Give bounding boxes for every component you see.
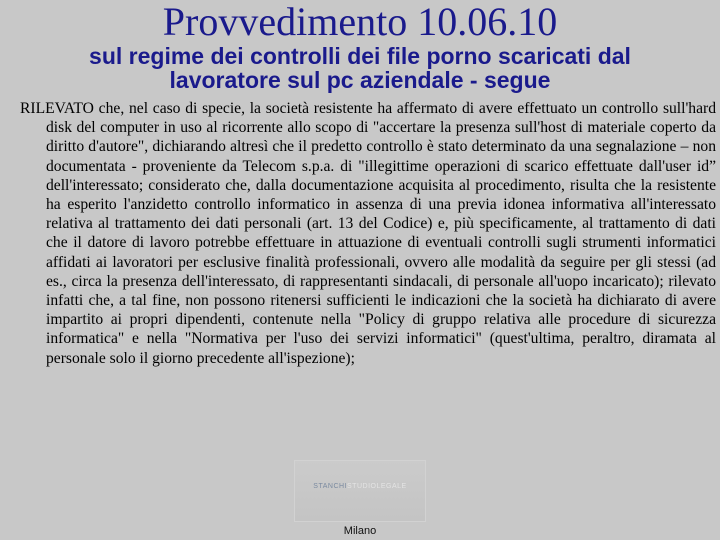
subtitle-line-2: lavoratore sul pc aziendale - segue [169,67,551,93]
logo-part-2: STUDIOLEGALE [347,483,407,490]
slide-title: Provvedimento 10.06.10 [162,0,558,44]
slide-subtitle [0,44,720,92]
footer-city: Milano [343,525,377,537]
subtitle-line-1: sul regime dei controlli dei file porno scaricati dal [89,43,631,69]
logo-wordmark [295,483,425,490]
body-paragraph: RILEVATO che, nel caso di specie, la società resistente ha affermato di avere effettuato un controllo sull'hard disk del computer in uso al ricorrente allo scopo di "accertare la presenza sull'host di materiale coperto da diritto d'autore", dichiarando altresì che il predetto controllo è stato determinato da una segnalazione – non documentata - proveniente da Telecom s.p.a. di "illegittime operazioni di scarico effettuate dall'user id” dell'interessato; considerato che, dalla documentazione acquisita al procedimento, risulta che la resistente ha esperito l'anzidetto controllo informatico in assenza di una previa idonea informativa all'interessato relativa al trattamento dei dati personali (art. 13 del Codice) e, più specificamente, al trattamento di dati che il datore di lavoro potrebbe effettuare in attuazione di eventuali controlli sugli strumenti informatici affidati ai lavoratori per esclusive finalità professionali, ovvero alle modalità da seguire per gli stessi (ad es., circa la presenza dell'interessato, di rappresentanti sindacali, di personale all'uopo incaricato); rilevato infatti che, a tal fine, non possono ritenersi sufficienti le indicazioni che la società ha dichiarato di avere impartito ai propri dipendenti, contenute nella "Policy di gruppo relativa alle procedure di sicurezza informatica" e nella "Normativa per l'uso dei servizi informatici" (quest'ultima, peraltro, diramata al personale solo il giorno precedente all'ispezione); [20,100,716,367]
law-firm-logo [294,460,426,522]
logo-part-1: STANCHI [313,483,348,490]
